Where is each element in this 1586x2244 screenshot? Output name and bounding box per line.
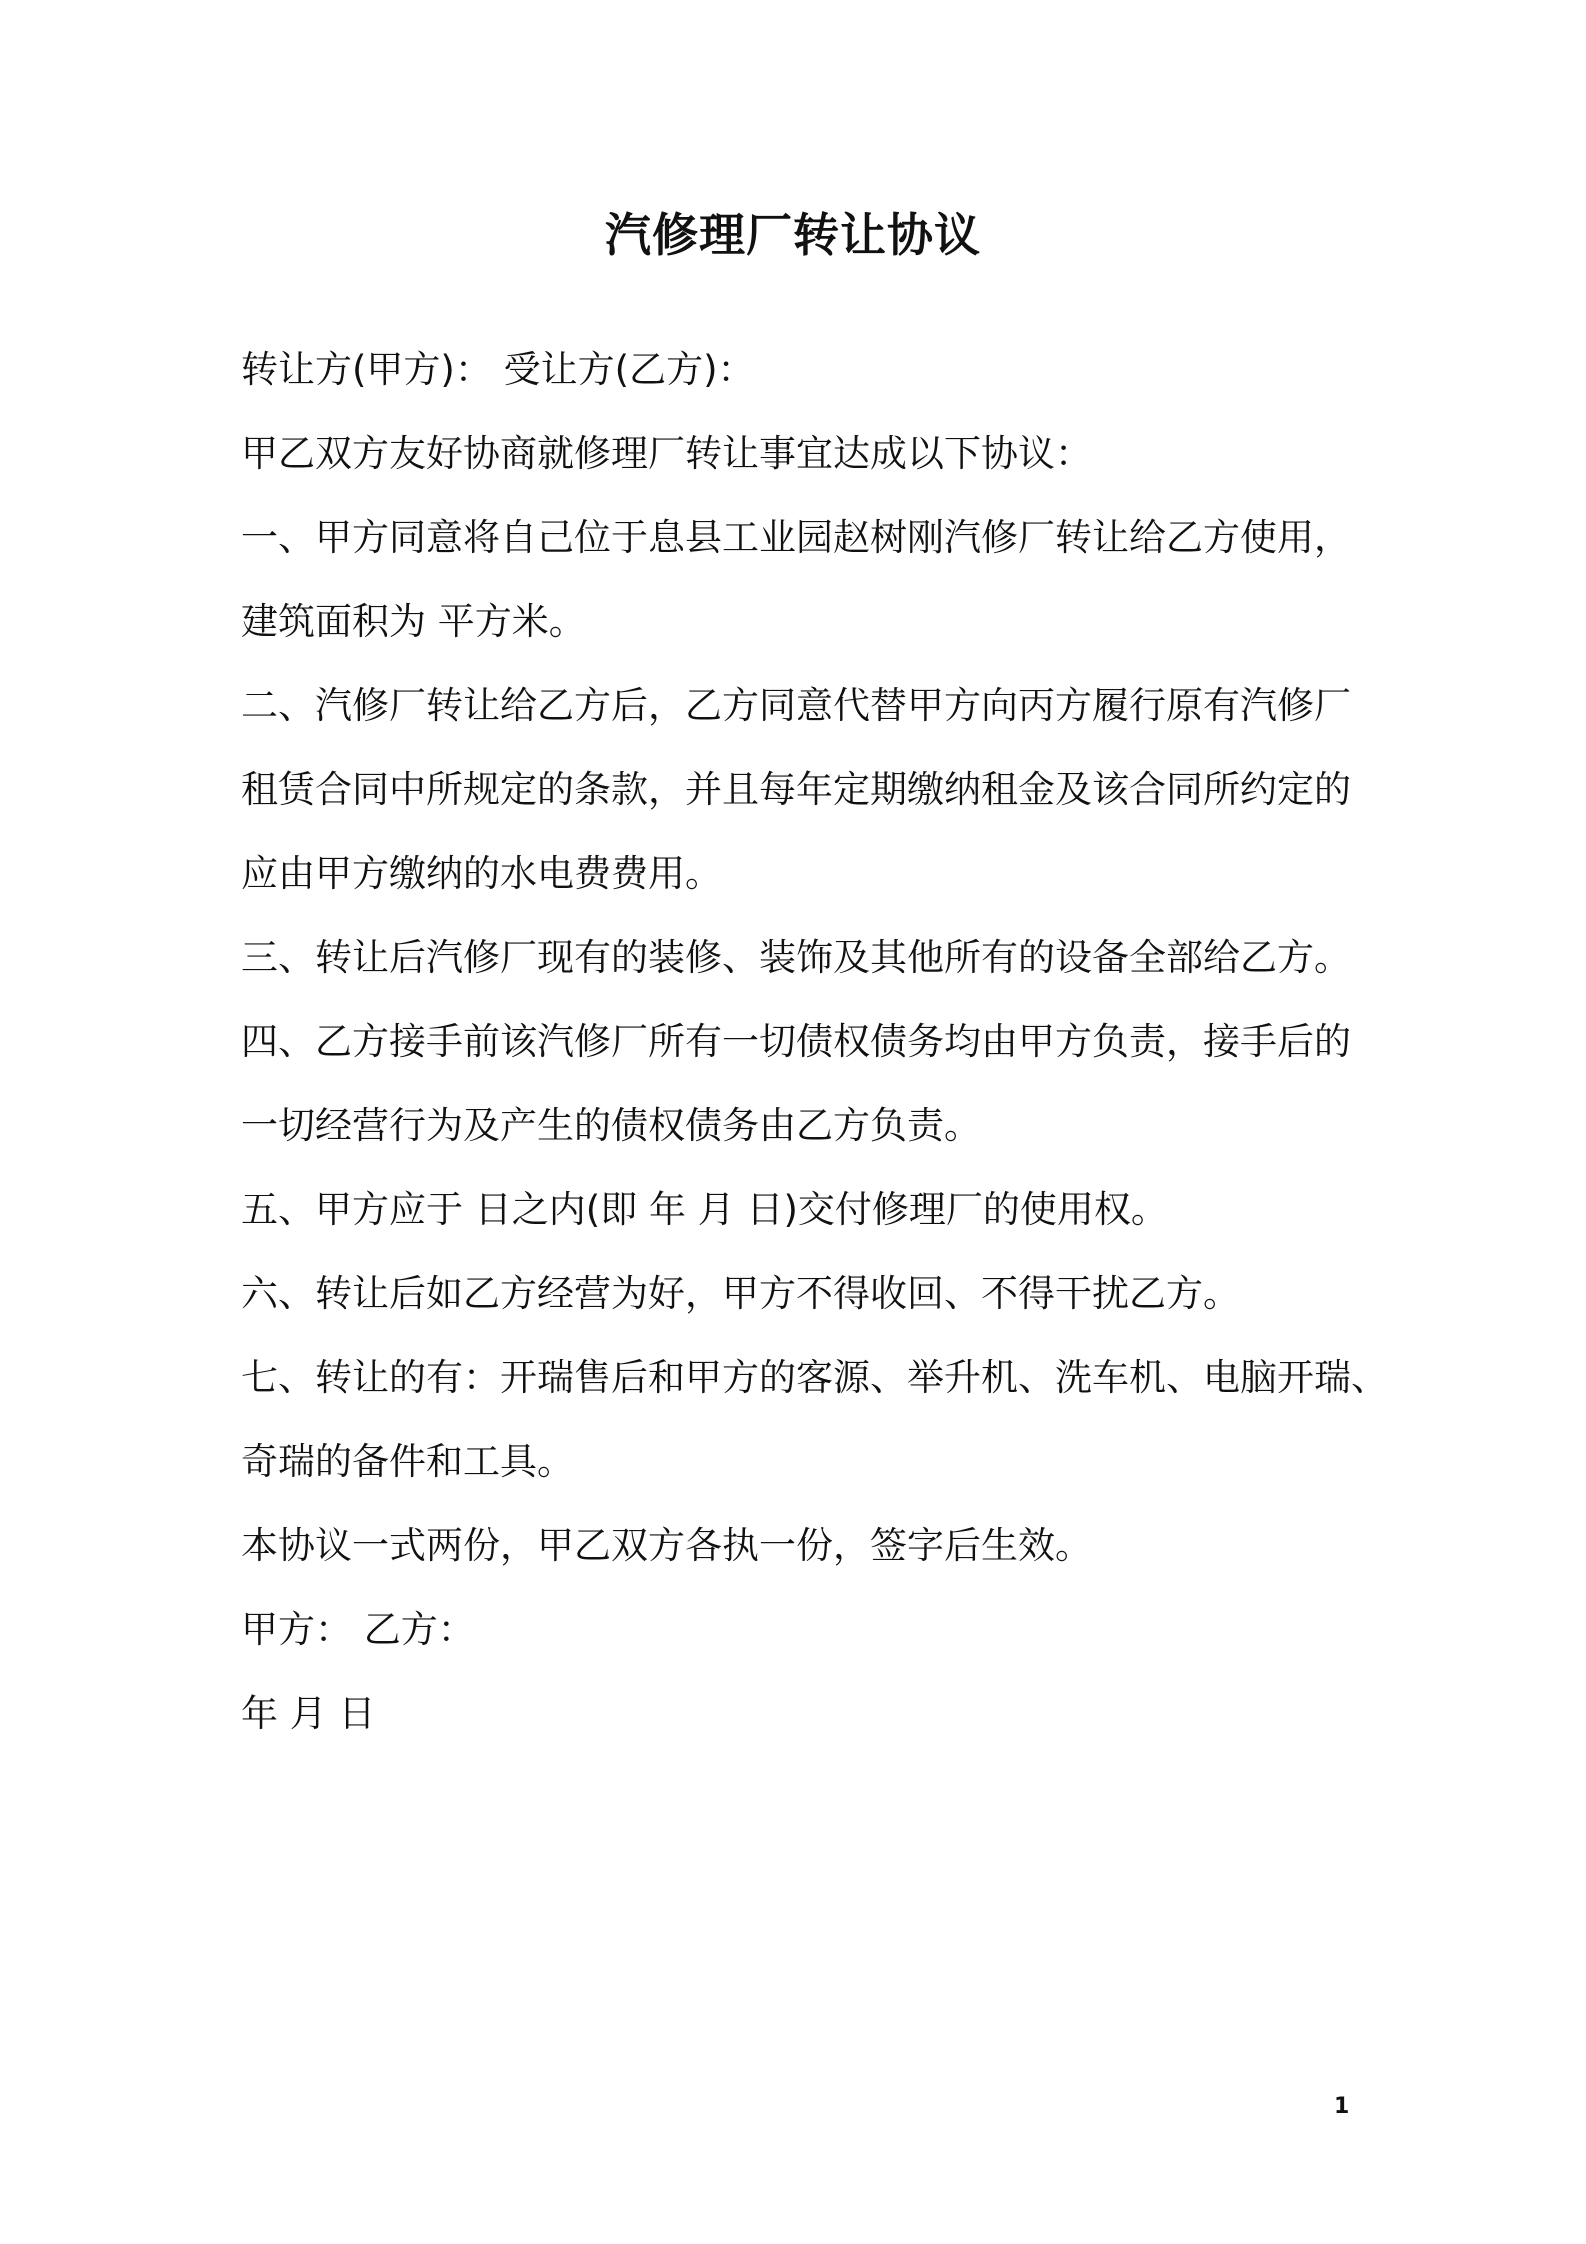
clause-1-line-2: 建筑面积为 平方米。 bbox=[241, 600, 586, 643]
clause-6-line: 六、转让后如乙方经营为好，甲方不得收回、不得干扰乙方。 bbox=[241, 1272, 1240, 1315]
clause-7-line-1: 七、转让的有：开瑞售后和甲方的客源、举升机、洗车机、电脑开瑞、 bbox=[241, 1356, 1388, 1399]
clause-3-line: 三、转让后汽修厂现有的装修、装饰及其他所有的设备全部给乙方。 bbox=[241, 936, 1351, 979]
clause-7-line-2: 奇瑞的备件和工具。 bbox=[241, 1440, 574, 1483]
clause-1-line-1: 一、甲方同意将自己位于息县工业园赵树刚汽修厂转让给乙方使用， bbox=[241, 516, 1351, 559]
agreement-body bbox=[241, 328, 1388, 1756]
clause-5-line: 五、甲方应于 日之内(即 年 月 日)交付修理厂的使用权。 bbox=[241, 1188, 1168, 1231]
clause-2-line-3: 应由甲方缴纳的水电费费用。 bbox=[241, 852, 722, 895]
signature-line: 甲方： 乙方： bbox=[241, 1608, 475, 1651]
preamble-line: 甲乙双方友好协商就修理厂转让事宜达成以下协议： bbox=[241, 432, 1092, 475]
page-number: 1 bbox=[1334, 2094, 1350, 2119]
clause-2-line-1: 二、汽修厂转让给乙方后，乙方同意代替甲方向丙方履行原有汽修厂 bbox=[241, 684, 1351, 727]
date-line: 年 月 日 bbox=[241, 1692, 376, 1735]
clause-4-line-1: 四、乙方接手前该汽修厂所有一切债权债务均由甲方负责，接手后的 bbox=[241, 1020, 1351, 1063]
document-title: 汽修理厂转让协议 bbox=[605, 208, 981, 262]
effectiveness-line: 本协议一式两份，甲乙双方各执一份，签字后生效。 bbox=[241, 1524, 1092, 1567]
clause-2-line-2: 租赁合同中所规定的条款，并且每年定期缴纳租金及该合同所约定的 bbox=[241, 768, 1351, 811]
clause-4-line-2: 一切经营行为及产生的债权债务由乙方负责。 bbox=[241, 1104, 981, 1147]
parties-line: 转让方(甲方)： 受让方(乙方)： bbox=[241, 348, 755, 391]
